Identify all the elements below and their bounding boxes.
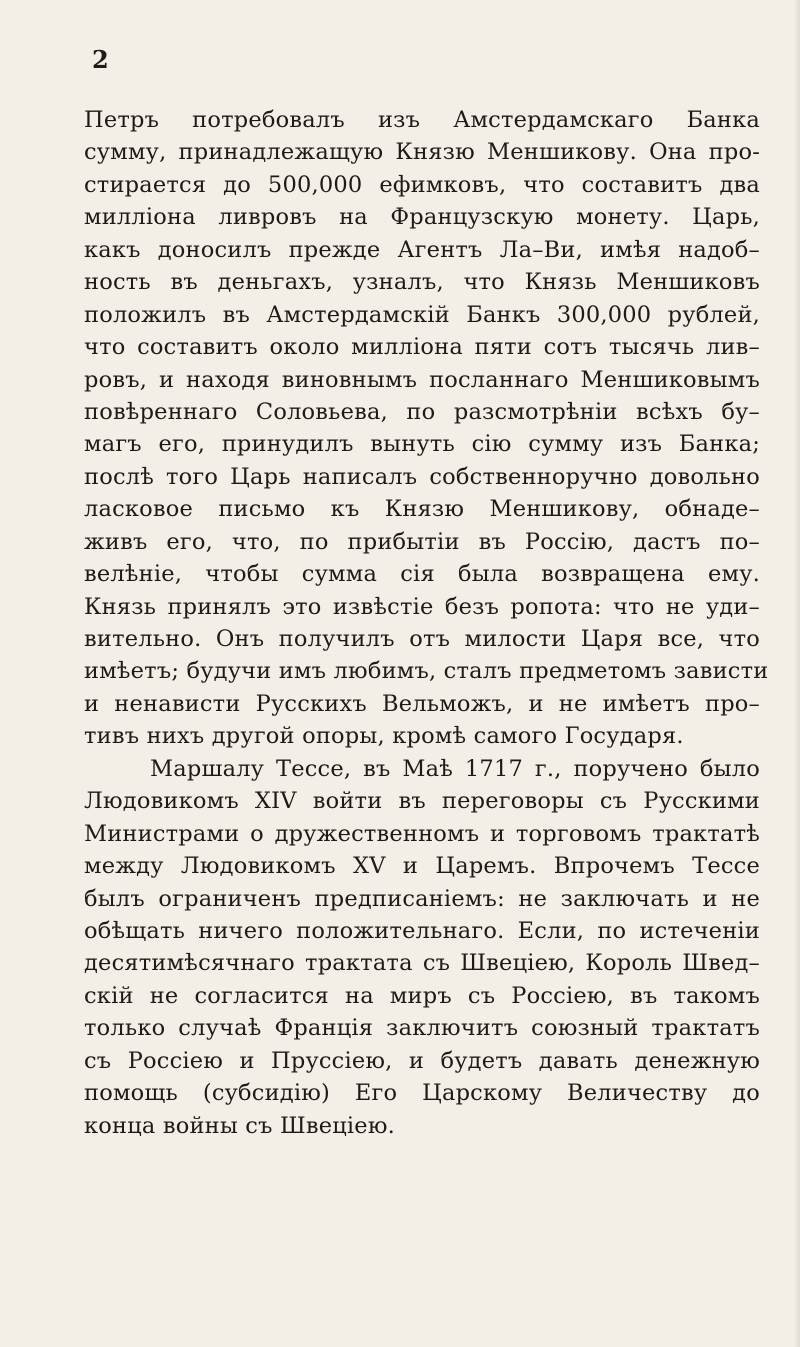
text-line-27: десятимѣсячнаго трактата съ Швеціею, Король Швед– (84, 950, 760, 977)
text-line-7: положилъ въ Амстердамскій Банкъ 300,000 рублей, (84, 301, 760, 328)
text-line-20: тивъ нихъ другой опоры, кромѣ самого Государя. (84, 723, 684, 750)
text-line-12: послѣ того Царь написалъ собственноручно довольно (84, 463, 760, 490)
text-line-23: Министрами о дружественномъ и торговомъ трактатѣ (84, 820, 760, 847)
text-line-5: какъ доносилъ прежде Агентъ Ла–Ви, имѣя надоб– (84, 236, 760, 263)
text-line-18: имѣетъ; будучи имъ любимъ, сталъ предметомъ зависти (84, 658, 769, 685)
text-line-14: живъ его, что, по прибытіи въ Россію, дастъ по– (84, 528, 760, 555)
text-line-10: повѣреннаго Соловьева, по разсмотрѣніи всѣхъ бу– (84, 398, 760, 425)
text-line-19: и ненависти Русскихъ Вельможъ, и не имѣетъ про– (84, 690, 760, 717)
text-line-15: велѣніе, чтобы сумма сія была возвращена ему. (84, 561, 760, 588)
text-line-25: былъ ограниченъ предписаніемъ: не заключать и не (84, 885, 760, 912)
text-line-22: Людовикомъ XIV войти въ переговоры съ Русскими (84, 788, 760, 815)
text-line-9: ровъ, и находя виновнымъ посланнаго Меншиковымъ (84, 366, 760, 393)
text-line-6: ность въ деньгахъ, узналъ, что Князь Меншиковъ (84, 269, 760, 296)
page-number: 2 (92, 45, 109, 74)
text-line-24: между Людовикомъ XV и Царемъ. Впрочемъ Тессе (84, 853, 760, 880)
text-line-31: помощь (субсидію) Его Царскому Величеству до (84, 1080, 760, 1107)
text-line-13: ласковое письмо къ Князю Меншикову, обнаде– (84, 496, 760, 523)
text-line-17: вительно. Онъ получилъ отъ милости Царя все, что (84, 626, 760, 652)
page-edge-shadow (794, 0, 800, 1347)
text-line-21: Маршалу Тессе, въ Маѣ 1717 г., поручено было (150, 755, 760, 782)
text-line-30: съ Россіею и Пруссіею, и будетъ давать денежную (84, 1047, 760, 1074)
text-line-16: Князь принялъ это извѣстіе безъ ропота: что не уди– (84, 593, 760, 620)
text-line-26: обѣщать ничего положительнаго. Если, по истеченіи (84, 917, 760, 944)
page-text-block (84, 104, 769, 1142)
text-line-8: что составитъ около милліона пяти сотъ тысячь лив– (84, 334, 760, 361)
text-line-29: только случаѣ Франція заключитъ союзный трактатъ (84, 1015, 760, 1042)
text-line-2: сумму, принадлежащую Князю Меншикову. Она про- (84, 139, 760, 166)
text-line-4: милліона ливровъ на Французскую монету. Царь, (84, 204, 760, 231)
text-line-11: магъ его, принудилъ вынуть сію сумму изъ Банка; (84, 431, 760, 458)
text-line-1: Петръ потребовалъ изъ Амстердамскаго Банка (84, 107, 760, 133)
text-line-32: конца войны съ Швеціею. (84, 1112, 395, 1139)
text-line-28: скій не согласится на миръ съ Россіею, въ такомъ (84, 982, 760, 1009)
text-line-3: стирается до 500,000 ефимковъ, что составитъ два (84, 171, 760, 198)
